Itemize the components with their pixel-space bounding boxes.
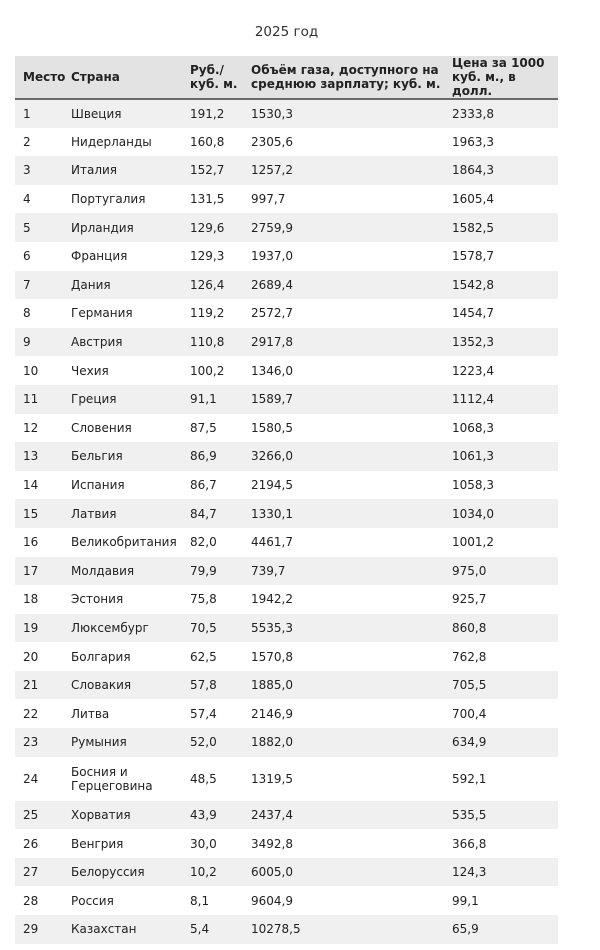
cell-rank: 15: [23, 506, 39, 521]
table-row: [15, 271, 558, 300]
cell-rub-per-cubic-meter: 87,5: [190, 420, 217, 435]
cell-gas-volume: 739,7: [251, 563, 286, 578]
cell-gas-volume: 4461,7: [251, 535, 293, 550]
cell-rank: 5: [23, 220, 31, 235]
cell-gas-volume: 1319,5: [251, 771, 293, 786]
cell-country: Дания: [71, 277, 111, 292]
cell-country: Швеция: [71, 106, 122, 121]
cell-gas-volume: 2759,9: [251, 220, 293, 235]
table-row: [15, 699, 558, 728]
cell-rank: 25: [23, 807, 39, 822]
cell-rub-per-cubic-meter: 100,2: [190, 363, 225, 378]
cell-rank: 18: [23, 592, 39, 607]
cell-gas-volume: 2572,7: [251, 306, 293, 321]
cell-price-per-1000: 99,1: [452, 893, 479, 908]
table-row: [15, 557, 558, 586]
cell-rank: 28: [23, 893, 39, 908]
cell-country: Литва: [71, 706, 110, 721]
cell-country: Румыния: [71, 735, 127, 750]
cell-gas-volume: 1882,0: [251, 735, 293, 750]
cell-gas-volume: 1257,2: [251, 163, 293, 178]
cell-rank: 26: [23, 836, 39, 851]
cell-rub-per-cubic-meter: 160,8: [190, 134, 225, 149]
cell-gas-volume: 6005,0: [251, 865, 293, 880]
cell-country: Австрия: [71, 335, 123, 350]
table-body: [15, 99, 558, 944]
cell-price-per-1000: 2333,8: [452, 106, 494, 121]
cell-gas-volume: 3492,8: [251, 836, 293, 851]
cell-country: Бельгия: [71, 449, 123, 464]
cell-price-per-1000: 124,3: [452, 865, 487, 880]
cell-rub-per-cubic-meter: 48,5: [190, 771, 217, 786]
cell-rub-per-cubic-meter: 119,2: [190, 306, 225, 321]
cell-rank: 7: [23, 277, 31, 292]
cell-country: Германия: [71, 306, 133, 321]
cell-rank: 19: [23, 620, 39, 635]
table-row: [15, 858, 558, 887]
table-row: [15, 156, 558, 185]
cell-rank: 4: [23, 192, 31, 207]
page-title: 2025 год: [254, 24, 319, 40]
cell-rub-per-cubic-meter: 82,0: [190, 535, 217, 550]
table-row: [15, 728, 558, 757]
table-row: [15, 213, 558, 242]
cell-gas-volume: 2305,6: [251, 134, 293, 149]
table-row: [15, 414, 558, 443]
cell-country: Венгрия: [71, 836, 124, 851]
cell-country: Россия: [71, 893, 114, 908]
cell-price-per-1000: 1352,3: [452, 335, 494, 350]
cell-price-per-1000: 1582,5: [452, 220, 494, 235]
cell-country: Чехия: [71, 363, 109, 378]
cell-country: Франция: [71, 249, 128, 264]
table-row: [15, 829, 558, 858]
cell-gas-volume: 3266,0: [251, 449, 293, 464]
cell-price-per-1000: 1864,3: [452, 163, 494, 178]
table-row: [15, 642, 558, 671]
cell-rank: 22: [23, 706, 39, 721]
table-row: [15, 128, 558, 157]
cell-rub-per-cubic-meter: 86,7: [190, 478, 217, 493]
cell-country: Молдавия: [71, 563, 135, 578]
cell-country: Словакия: [71, 678, 132, 693]
cell-gas-volume: 2689,4: [251, 277, 293, 292]
cell-rank: 24: [23, 771, 39, 786]
cell-price-per-1000: 700,4: [452, 706, 487, 721]
cell-country: Португалия: [71, 192, 146, 207]
cell-country: Латвия: [71, 506, 117, 521]
cell-rub-per-cubic-meter: 57,8: [190, 678, 217, 693]
table-row: [15, 99, 558, 128]
table-row: [15, 585, 558, 614]
table-row: [15, 328, 558, 357]
cell-country: Босния и Герцеговина: [71, 764, 153, 793]
cell-rub-per-cubic-meter: 10,2: [190, 865, 217, 880]
cell-price-per-1000: 1542,8: [452, 277, 494, 292]
cell-rub-per-cubic-meter: 70,5: [190, 620, 217, 635]
cell-price-per-1000: 1223,4: [452, 363, 494, 378]
cell-country: Казахстан: [71, 922, 137, 937]
cell-rank: 10: [23, 363, 39, 378]
cell-country: Греция: [71, 392, 117, 407]
cell-rub-per-cubic-meter: 5,4: [190, 922, 210, 937]
cell-price-per-1000: 1605,4: [452, 192, 494, 207]
cell-price-per-1000: 762,8: [452, 649, 487, 664]
cell-price-per-1000: 1034,0: [452, 506, 494, 521]
cell-rub-per-cubic-meter: 43,9: [190, 807, 217, 822]
cell-gas-volume: 1580,5: [251, 420, 293, 435]
cell-rub-per-cubic-meter: 8,1: [190, 893, 210, 908]
cell-gas-volume: 1937,0: [251, 249, 293, 264]
cell-rub-per-cubic-meter: 57,4: [190, 706, 217, 721]
cell-rank: 11: [23, 392, 39, 407]
cell-rank: 1: [23, 106, 31, 121]
cell-gas-volume: 2437,4: [251, 807, 293, 822]
cell-rank: 27: [23, 865, 39, 880]
cell-gas-volume: 1885,0: [251, 678, 293, 693]
column-header-country: Страна: [69, 56, 190, 99]
cell-price-per-1000: 65,9: [452, 922, 479, 937]
cell-price-per-1000: 860,8: [452, 620, 487, 635]
table-row: [15, 185, 558, 214]
column-header-rub-per-cubic-meter: Руб./ куб. м.: [190, 56, 251, 99]
cell-gas-volume: 1346,0: [251, 363, 293, 378]
table-row: [15, 757, 558, 801]
cell-price-per-1000: 634,9: [452, 735, 487, 750]
cell-price-per-1000: 1061,3: [452, 449, 494, 464]
cell-gas-volume: 2194,5: [251, 478, 293, 493]
cell-rank: 9: [23, 335, 31, 350]
table-row: [15, 499, 558, 528]
cell-rub-per-cubic-meter: 62,5: [190, 649, 217, 664]
cell-gas-volume: 2146,9: [251, 706, 293, 721]
cell-gas-volume: 2917,8: [251, 335, 293, 350]
cell-gas-volume: 10278,5: [251, 922, 301, 937]
column-header-gas-volume: Объём газа, доступного на среднюю зарплату; куб. м.: [251, 56, 452, 99]
cell-rank: 6: [23, 249, 31, 264]
cell-rank: 2: [23, 134, 31, 149]
table-row: [15, 915, 558, 944]
cell-rank: 12: [23, 420, 39, 435]
cell-price-per-1000: 366,8: [452, 836, 487, 851]
cell-rank: 23: [23, 735, 39, 750]
cell-rub-per-cubic-meter: 126,4: [190, 277, 225, 292]
cell-price-per-1000: 925,7: [452, 592, 487, 607]
cell-price-per-1000: 1112,4: [452, 392, 494, 407]
cell-gas-volume: 9604,9: [251, 893, 293, 908]
cell-gas-volume: 997,7: [251, 192, 286, 207]
cell-country: Нидерланды: [71, 134, 152, 149]
cell-country: Белоруссия: [71, 865, 145, 880]
cell-rub-per-cubic-meter: 152,7: [190, 163, 225, 178]
header-row: [15, 56, 558, 99]
table-row: [15, 242, 558, 271]
cell-rank: 17: [23, 563, 39, 578]
table-row: [15, 471, 558, 500]
cell-price-per-1000: 1001,2: [452, 535, 494, 550]
cell-gas-volume: 5535,3: [251, 620, 293, 635]
cell-country: Болгария: [71, 649, 131, 664]
cell-gas-volume: 1942,2: [251, 592, 293, 607]
cell-rub-per-cubic-meter: 75,8: [190, 592, 217, 607]
cell-country: Эстония: [71, 592, 124, 607]
cell-rub-per-cubic-meter: 79,9: [190, 563, 217, 578]
cell-rank: 3: [23, 163, 31, 178]
cell-price-per-1000: 592,1: [452, 771, 487, 786]
cell-gas-volume: 1330,1: [251, 506, 293, 521]
table-row: [15, 356, 558, 385]
cell-rank: 13: [23, 449, 39, 464]
cell-country: Ирландия: [71, 220, 134, 235]
cell-rub-per-cubic-meter: 129,3: [190, 249, 225, 264]
cell-rub-per-cubic-meter: 84,7: [190, 506, 217, 521]
cell-price-per-1000: 1068,3: [452, 420, 494, 435]
cell-rank: 16: [23, 535, 39, 550]
cell-rank: 29: [23, 922, 39, 937]
cell-price-per-1000: 1058,3: [452, 478, 494, 493]
table-row: [15, 299, 558, 328]
gas-price-table: [15, 56, 558, 944]
cell-rank: 8: [23, 306, 31, 321]
table-row: [15, 886, 558, 915]
cell-price-per-1000: 1578,7: [452, 249, 494, 264]
cell-gas-volume: 1530,3: [251, 106, 293, 121]
table-row: [15, 671, 558, 700]
column-header-rank: Место: [15, 56, 69, 99]
table-row: [15, 442, 558, 471]
cell-country: Люксембург: [71, 620, 149, 635]
cell-rank: 20: [23, 649, 39, 664]
cell-rank: 14: [23, 478, 39, 493]
cell-rank: 21: [23, 678, 39, 693]
cell-country: Хорватия: [71, 807, 131, 822]
table-row: [15, 614, 558, 643]
cell-rub-per-cubic-meter: 110,8: [190, 335, 225, 350]
cell-rub-per-cubic-meter: 86,9: [190, 449, 217, 464]
cell-price-per-1000: 535,5: [452, 807, 487, 822]
cell-price-per-1000: 1963,3: [452, 134, 494, 149]
table-row: [15, 385, 558, 414]
cell-rub-per-cubic-meter: 91,1: [190, 392, 217, 407]
cell-rub-per-cubic-meter: 129,6: [190, 220, 225, 235]
cell-rub-per-cubic-meter: 191,2: [190, 106, 225, 121]
cell-gas-volume: 1589,7: [251, 392, 293, 407]
table-header: [15, 56, 558, 99]
cell-rub-per-cubic-meter: 30,0: [190, 836, 217, 851]
cell-price-per-1000: 975,0: [452, 563, 487, 578]
table-row: [15, 801, 558, 830]
cell-country: Испания: [71, 478, 125, 493]
cell-rub-per-cubic-meter: 52,0: [190, 735, 217, 750]
table-row: [15, 528, 558, 557]
cell-rub-per-cubic-meter: 131,5: [190, 192, 225, 207]
cell-country: Великобритания: [71, 535, 177, 550]
cell-gas-volume: 1570,8: [251, 649, 293, 664]
cell-country: Италия: [71, 163, 118, 178]
cell-price-per-1000: 705,5: [452, 678, 487, 693]
cell-country: Словения: [71, 420, 132, 435]
cell-price-per-1000: 1454,7: [452, 306, 494, 321]
column-header-price-per-1000: Цена за 1000 куб. м., в долл.: [452, 56, 558, 99]
